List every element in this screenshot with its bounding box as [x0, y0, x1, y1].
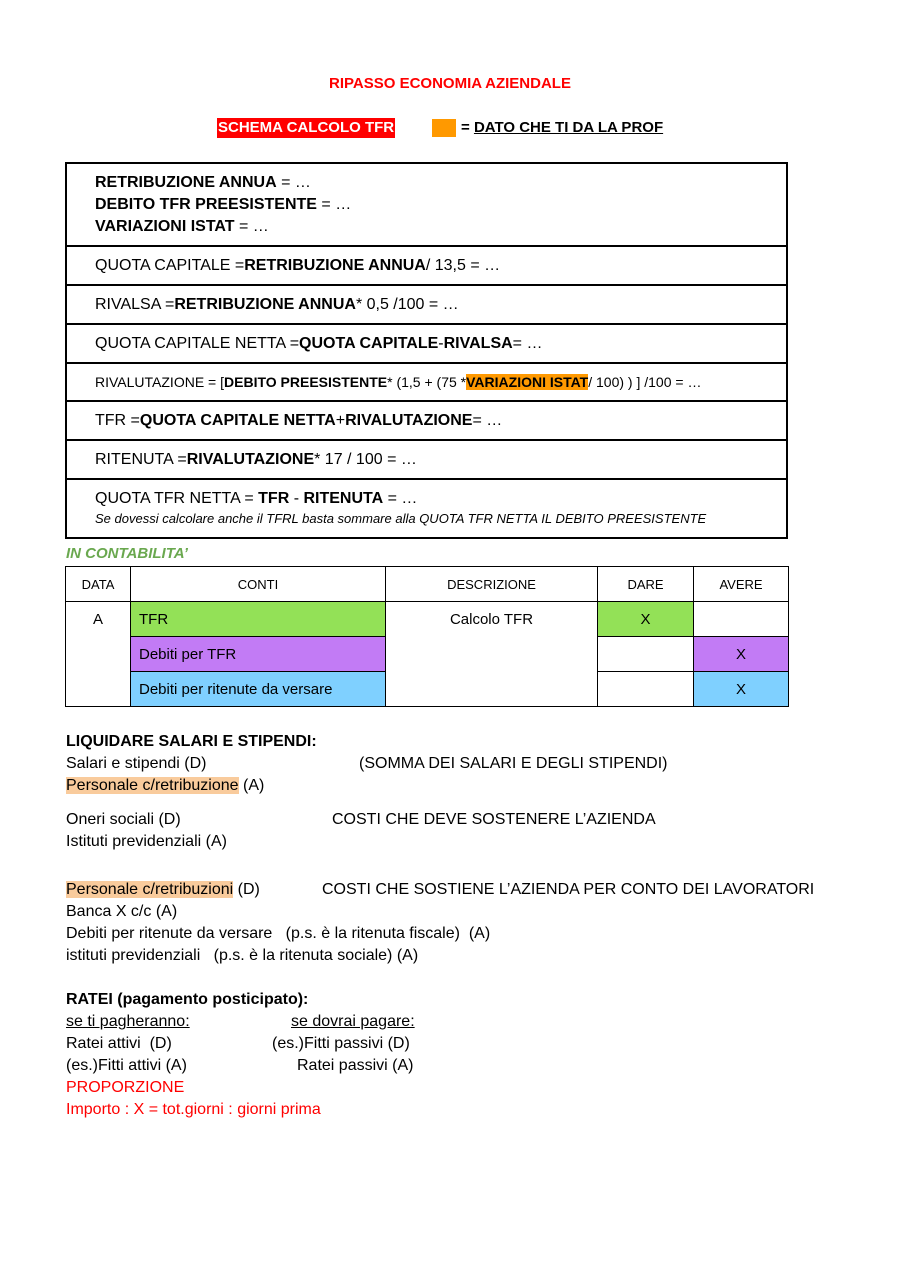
formula-text: = … — [383, 489, 418, 507]
table-row — [66, 602, 789, 637]
header-data: DATA — [66, 567, 131, 602]
cell-descrizione: Calcolo TFR — [386, 602, 598, 707]
formula-text: - — [289, 489, 304, 507]
page-title: RIPASSO ECONOMIA AZIENDALE — [329, 75, 571, 92]
formula-row-tfr — [67, 402, 786, 441]
term-value: = … — [276, 173, 311, 191]
schema-label: SCHEMA CALCOLO TFR — [218, 119, 395, 136]
term: RETRIBUZIONE ANNUA — [95, 173, 277, 191]
entry-side: (A) — [238, 777, 265, 794]
formula-term: RIVALUTAZIONE — [186, 450, 315, 468]
formula-text: TFR = — [95, 411, 140, 429]
formula-text: QUOTA TFR NETTA = — [95, 489, 259, 507]
formula-text: * (1,5 + (75 * — [387, 374, 467, 390]
highlighted-account: Personale c/retribuzioni — [66, 881, 234, 898]
formula-text: - — [438, 334, 444, 352]
entry-line — [66, 879, 260, 901]
header-avere: AVERE — [694, 567, 789, 602]
formula-term: RETRIBUZIONE ANNUA — [174, 295, 356, 313]
input-line — [95, 172, 311, 194]
formula-text: + — [335, 411, 346, 429]
cell-dare: X — [598, 602, 694, 637]
liquidare-heading: LIQUIDARE SALARI E STIPENDI: — [66, 733, 317, 750]
legend-eq: = — [461, 119, 474, 136]
cell-avere: X — [694, 637, 789, 672]
formula-term: RIVALSA — [443, 334, 513, 352]
ratei-left-head: se ti pagheranno: — [66, 1013, 190, 1030]
highlighted-term: VARIAZIONI ISTAT — [466, 374, 589, 390]
cell-avere — [694, 602, 789, 637]
term-value: = … — [316, 195, 352, 213]
term: DEBITO TFR PREESISTENTE — [95, 195, 317, 213]
entry-line: Oneri sociali (D) — [66, 811, 181, 828]
ratei-left-line: Ratei attivi (D) — [66, 1035, 172, 1052]
entry-note: COSTI CHE DEVE SOSTENERE L’AZIENDA — [332, 811, 656, 828]
ratei-right-line: (es.)Fitti passivi (D) — [272, 1035, 410, 1052]
header-descrizione: DESCRIZIONE — [386, 567, 598, 602]
formula-text: * 17 / 100 = … — [314, 450, 417, 468]
formula-term: QUOTA CAPITALE — [299, 334, 439, 352]
formula-row-quota-tfr-netta — [67, 480, 786, 537]
formula-box — [65, 162, 788, 539]
cell-dare — [598, 637, 694, 672]
entry-line: Debiti per ritenute da versare (p.s. è la ritenuta fiscale) (A) — [66, 925, 491, 942]
proporzione-formula: Importo : X = tot.giorni : giorni prima — [66, 1101, 321, 1118]
term: VARIAZIONI ISTAT — [95, 217, 235, 235]
formula-row-quota-capitale-netta — [67, 325, 786, 364]
entry-side: (D) — [233, 881, 260, 898]
header-dare: DARE — [598, 567, 694, 602]
journal-table — [65, 566, 789, 707]
cell-conto: Debiti per ritenute da versare — [131, 672, 386, 707]
formula-row-rivalsa — [67, 286, 786, 325]
entry-note: COSTI CHE SOSTIENE L’AZIENDA PER CONTO DEI LAVORATORI — [322, 881, 815, 898]
formula-term: TFR — [258, 489, 290, 507]
formula-text: = … — [472, 411, 503, 429]
formula-term: DEBITO PREESISTENTE — [224, 374, 388, 390]
legend-text — [461, 118, 663, 138]
formula-text: / 13,5 = … — [425, 256, 501, 274]
formula-row-quota-capitale — [67, 247, 786, 286]
ratei-right-head: se dovrai pagare: — [291, 1013, 415, 1030]
table-header-row — [66, 567, 789, 602]
input-line — [95, 216, 269, 238]
cell-data: A — [66, 602, 131, 707]
formula-row-ritenuta — [67, 441, 786, 480]
legend-swatch — [432, 119, 456, 137]
header-conti: CONTI — [131, 567, 386, 602]
formula-text: = … — [512, 334, 543, 352]
tfrl-note: Se dovessi calcolare anche il TFRL basta sommare alla QUOTA TFR NETTA IL DEBITO PREESISTENTE — [95, 510, 707, 526]
entry-line: istituti previdenziali (p.s. è la ritenuta sociale) (A) — [66, 947, 419, 964]
formula-term: RETRIBUZIONE ANNUA — [244, 256, 426, 274]
input-line — [95, 194, 351, 216]
cell-dare — [598, 672, 694, 707]
formula-term: RITENUTA — [303, 489, 384, 507]
legend-label: DATO CHE TI DA LA PROF — [473, 119, 664, 136]
cell-conto: TFR — [131, 602, 386, 637]
formula-text: RIVALSA = — [95, 295, 175, 313]
formula-term: RIVALUTAZIONE — [345, 411, 473, 429]
formula-row-inputs — [67, 164, 786, 247]
entry-line: Banca X c/c (A) — [66, 903, 178, 920]
ratei-right-line: Ratei passivi (A) — [297, 1057, 414, 1074]
formula-text: * 0,5 /100 = … — [355, 295, 459, 313]
formula-text: QUOTA CAPITALE NETTA = — [95, 334, 300, 352]
formula-text: RITENUTA = — [95, 450, 187, 468]
cell-avere: X — [694, 672, 789, 707]
highlighted-account: Personale c/retribuzione — [66, 777, 239, 794]
proporzione-label: PROPORZIONE — [66, 1079, 185, 1096]
formula-text: QUOTA CAPITALE = — [95, 256, 245, 274]
ratei-left-line: (es.)Fitti attivi (A) — [66, 1057, 187, 1074]
cell-conto: Debiti per TFR — [131, 637, 386, 672]
formula-row-rivalutazione — [67, 364, 786, 402]
entry-line: Istituti previdenziali (A) — [66, 833, 227, 850]
entry-line: Salari e stipendi (D) — [66, 755, 207, 772]
formula-text: RIVALUTAZIONE = [ — [95, 374, 225, 390]
formula-text: / 100) ) ] /100 = … — [588, 374, 702, 390]
entry-line — [66, 775, 264, 797]
ratei-heading: RATEI (pagamento posticipato): — [66, 991, 309, 1008]
entry-note: (SOMMA DEI SALARI E DEGLI STIPENDI) — [359, 755, 668, 772]
formula-line — [95, 489, 417, 509]
formula-term: QUOTA CAPITALE NETTA — [139, 411, 336, 429]
term-value: = … — [234, 217, 269, 235]
contabilita-heading: IN CONTABILITA’ — [66, 545, 188, 562]
